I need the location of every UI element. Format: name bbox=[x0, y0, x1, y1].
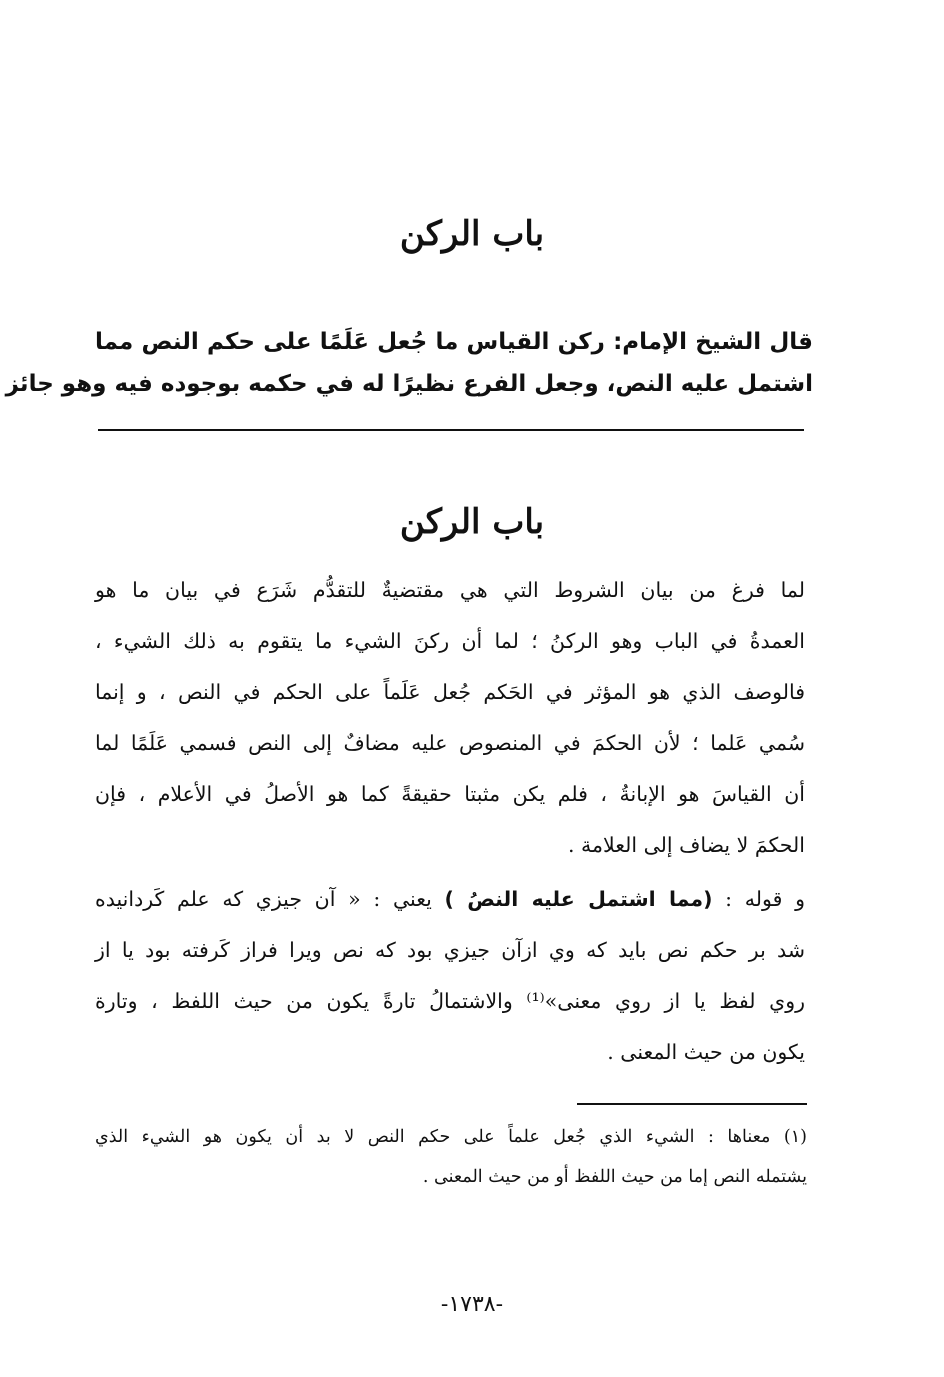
paragraph-line: يكون من حيث المعنى . bbox=[607, 1040, 805, 1064]
footnote-line: يشتمله النص إما من حيث اللفظ أو من حيث المعنى . bbox=[422, 1167, 807, 1187]
paragraph-line: الحكمَ لا يضاف إلى العلامة . bbox=[568, 833, 805, 857]
footnote-separator-rule bbox=[577, 1103, 807, 1105]
paragraph-line: لما فرغ من بيان الشروط التي هي مقتضيةٌ للتقدُّم شَرَع في بيان ما هو bbox=[95, 578, 805, 602]
matn-chapter-title: باب الركن bbox=[399, 214, 545, 254]
matn-line: اشتمل عليه النص، وجعل الفرع نظيرًا له في حكمه بوجوده فيه وهو جائز bbox=[5, 371, 813, 397]
persian-gloss: يعني : « آن جيزي كه علم كَردانيده bbox=[95, 887, 445, 911]
quote-intro: و قوله : bbox=[712, 887, 805, 911]
paragraph-line: فالوصف الذي هو المؤثر في الحَكم جُعل عَلَماً على الحكم في النص ، و إنما bbox=[95, 680, 805, 704]
paragraph-line bbox=[95, 879, 805, 921]
paragraph-line: العمدةُ في الباب وهو الركنُ ؛ لما أن ركنَ الشيء ما يتقوم به ذلك الشيء ، bbox=[95, 629, 805, 653]
paragraph-line: روي لفظ يا از روي معنى»⁽¹⁾ والاشتمالُ تارةً يكون من حيث اللفظ ، وتارة bbox=[95, 989, 805, 1013]
paragraph-line: سُمي عَلما ؛ لأن الحكمَ في المنصوص عليه مضافٌ إلى النص فسمي عَلَمًا لما bbox=[95, 731, 805, 755]
sharh-chapter-title: باب الركن bbox=[399, 502, 545, 542]
matn-line: قال الشيخ الإمام: ركن القياس ما جُعل عَلَمًا على حكم النص مما bbox=[95, 329, 813, 355]
paragraph-line: شد بر حكم نص بايد كه وي ازآن جيزي بود كه نص ويرا فراز كَرفته بود يا از bbox=[95, 938, 805, 962]
matn-separator-rule bbox=[98, 429, 804, 431]
footnote-line: (١) معناها : الشيء الذي جُعل علماً على حكم النص لا بد أن يكون هو الشيء الذي bbox=[95, 1127, 807, 1147]
quoted-matn: (مما اشتمل عليه النصُ ) bbox=[444, 887, 713, 911]
paragraph-line: أن القياسَ هو الإبانةُ ، فلم يكن مثبتا حقيقةً كما هو الأصلُ في الأعلام ، فإن bbox=[95, 782, 805, 806]
page-number: -١٧٣٨- bbox=[440, 1292, 504, 1317]
